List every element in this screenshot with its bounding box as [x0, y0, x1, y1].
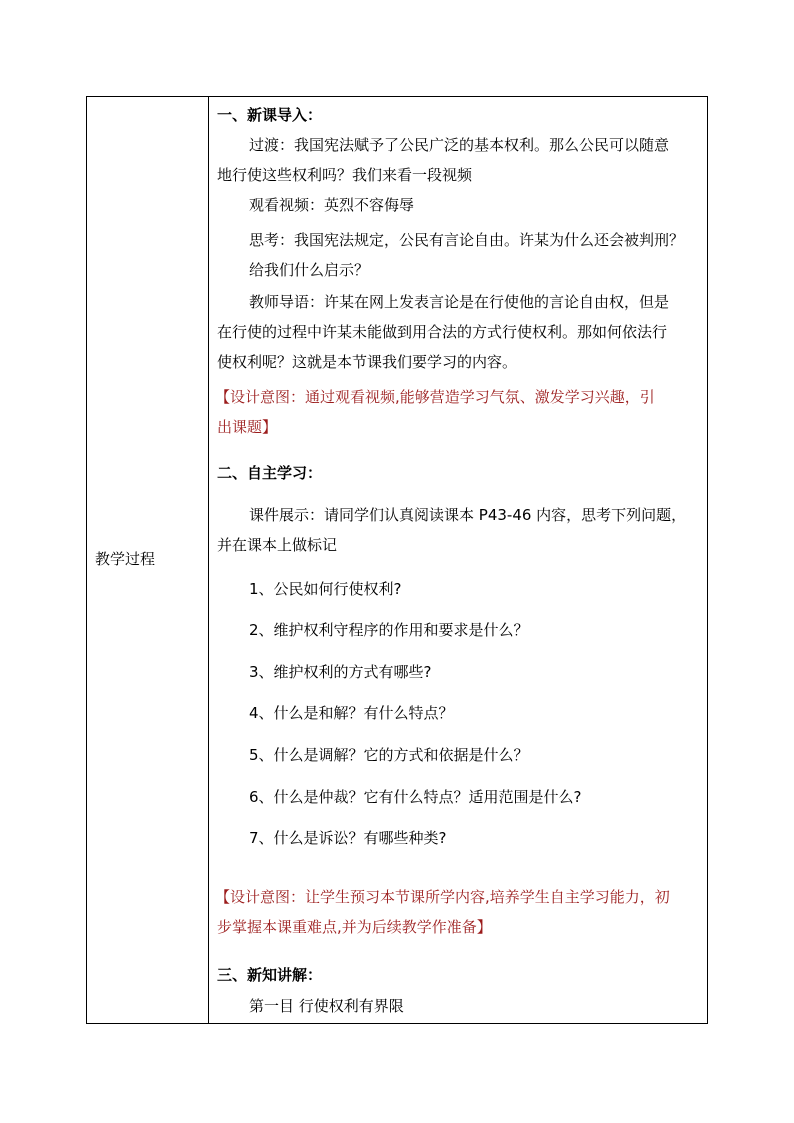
section1-intent-line2: 出课题】 — [217, 418, 278, 436]
section1-think-line2: 给我们什么启示？ — [249, 261, 370, 279]
section2-show-line2: 并在课本上做标记 — [217, 536, 338, 554]
section1-transition-line1: 过渡：我国宪法赋予了公民广泛的基本权利。那么公民可以随意 — [249, 136, 670, 154]
question-item: 5、什么是调解？它的方式和依据是什么？ — [249, 746, 529, 764]
section1-video: 观看视频：英烈不容侮辱 — [249, 196, 415, 214]
section2-heading: 二、自主学习： — [217, 464, 323, 482]
section1-transition-line2: 地行使这些权利吗？我们来看一段视频 — [217, 166, 473, 184]
lesson-table — [86, 96, 708, 1024]
question-item: 4、什么是和解？有什么特点？ — [249, 704, 454, 722]
question-item: 3、维护权利的方式有哪些? — [249, 663, 432, 681]
question-item: 6、什么是仲裁？它有什么特点？适用范围是什么? — [249, 788, 582, 806]
section1-think-line1: 思考：我国宪法规定，公民有言论自由。许某为什么还会被判刑？ — [249, 231, 685, 249]
section1-guide-line3: 使权利呢？这就是本节课我们要学习的内容。 — [217, 353, 518, 371]
question-item: 2、维护权利守程序的作用和要求是什么？ — [249, 621, 529, 639]
section1-heading: 一、新课导入： — [217, 106, 323, 124]
question-item: 7、什么是诉讼？有哪些种类? — [249, 829, 447, 847]
section2-show-line1: 课件展示：请同学们认真阅读课本 P43-46 内容，思考下列问题， — [249, 506, 687, 524]
section2-intent-line1: 【设计意图：让学生预习本节课所学内容,培养学生自主学习能力，初 — [215, 888, 670, 906]
question-item: 1、公民如何行使权利? — [249, 580, 402, 598]
row-label: 教学过程 — [95, 550, 156, 568]
section1-intent-line1: 【设计意图：通过观看视频,能够营造学习气氛、激发学习兴趣，引 — [215, 388, 655, 406]
section3-heading: 三、新知讲解： — [217, 966, 323, 984]
section1-guide-line2: 在行使的过程中许某未能做到用合法的方式行使权利。那如何依法行 — [217, 323, 668, 341]
section2-intent-line2: 步掌握本课重难点,并为后续教学作准备】 — [217, 918, 492, 936]
section3-item1: 第一目 行使权利有界限 — [249, 997, 404, 1015]
section1-guide-line1: 教师导语：许某在网上发表言论是在行使他的言论自由权，但是 — [249, 293, 670, 311]
